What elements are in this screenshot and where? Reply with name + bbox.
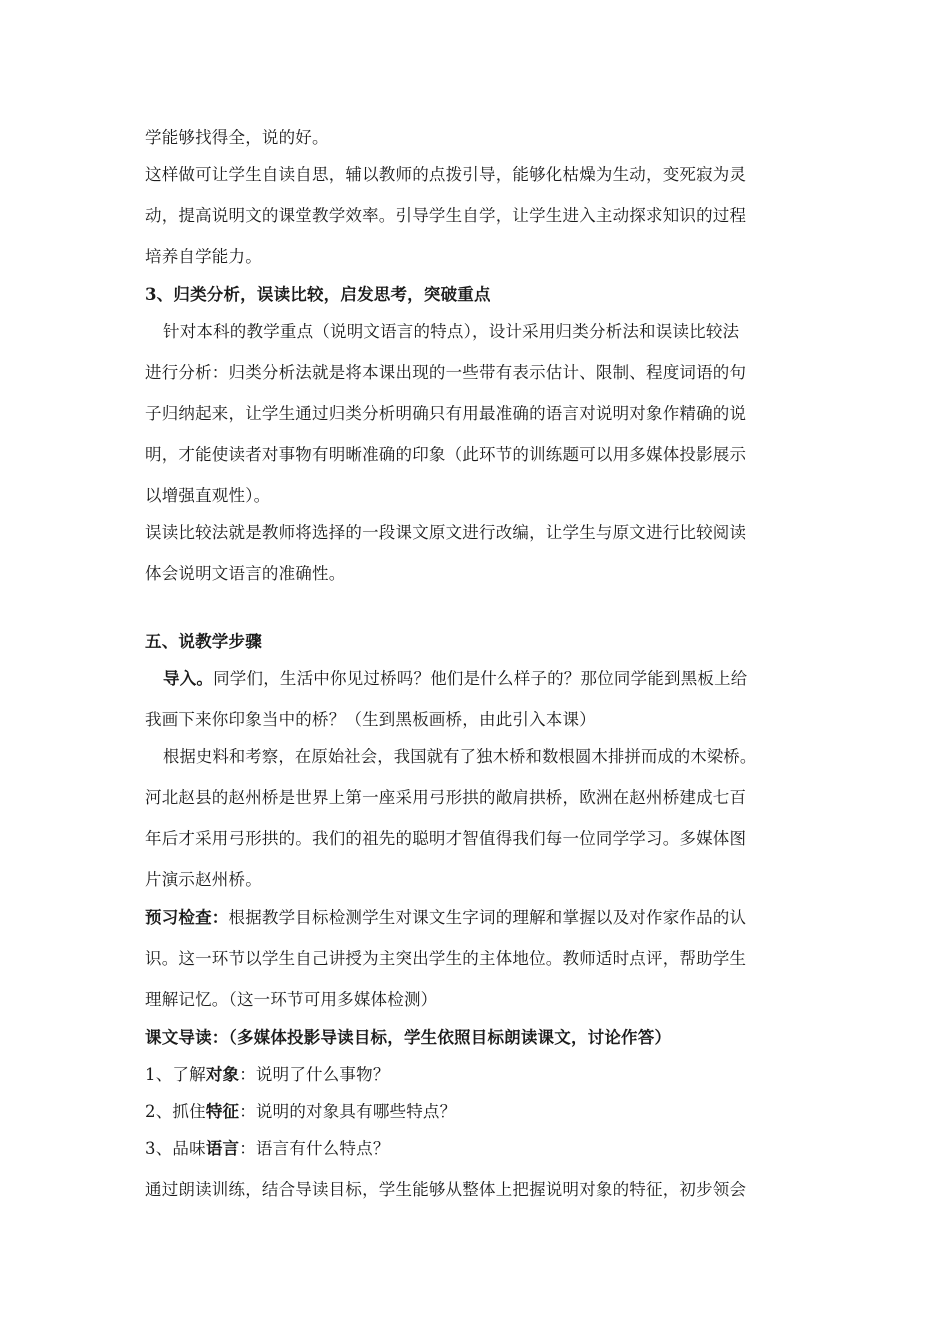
paragraph-line: 河北赵县的赵州桥是世界上第一座采用弓形拱的敞肩拱桥，欧洲在赵州桥建成七百 xyxy=(145,788,747,807)
paragraph-line: 理解记忆。（这一环节可用多媒体检测） xyxy=(145,990,438,1009)
paragraph-line: 动，提高说明文的课堂教学效率。引导学生自学，让学生进入主动探求知识的过程 xyxy=(145,206,747,225)
list-item: 1、了解对象：说明了什么事物？ xyxy=(145,1065,390,1084)
paragraph-line: 根据史料和考察，在原始社会，我国就有了独木桥和数根圆木排拼而成的木梁桥。 xyxy=(163,747,757,766)
paragraph-line: 这样做可让学生自读自思，辅以教师的点拨引导，能够化枯燥为生动，变死寂为灵 xyxy=(145,165,747,184)
section-heading: 课文导读：（多媒体投影导读目标，学生依照目标朗读课文，讨论作答） xyxy=(145,1028,672,1047)
section-heading: 3、归类分析，误读比较，启发思考，突破重点 xyxy=(145,285,491,304)
paragraph-line: 预习检查：根据教学目标检测学生对课文生字词的理解和掌握以及对作家作品的认 xyxy=(145,908,747,927)
section-heading: 五、说教学步骤 xyxy=(145,632,262,651)
paragraph-line: 子归纳起来，让学生通过归类分析明确只有用最准确的语言对说明对象作精确的说 xyxy=(145,404,747,423)
paragraph-line: 学能够找得全，说的好。 xyxy=(145,128,329,147)
list-item: 3、品味语言：语言有什么特点？ xyxy=(145,1139,390,1158)
paragraph-line: 我画下来你印象当中的桥？（生到黑板画桥，由此引入本课） xyxy=(145,710,596,729)
paragraph-line: 片演示赵州桥。 xyxy=(145,870,262,889)
paragraph-line: 识。这一环节以学生自己讲授为主突出学生的主体地位。教师适时点评，帮助学生 xyxy=(145,949,747,968)
paragraph-line: 误读比较法就是教师将选择的一段课文原文进行改编，让学生与原文进行比较阅读 xyxy=(145,523,747,542)
paragraph-line: 年后才采用弓形拱的。我们的祖先的聪明才智值得我们每一位同学学习。多媒体图 xyxy=(145,829,747,848)
paragraph-line: 针对本科的教学重点（说明文语言的特点），设计采用归类分析法和误读比较法 xyxy=(163,322,740,341)
list-item: 2、抓住特征：说明的对象具有哪些特点？ xyxy=(145,1102,457,1121)
paragraph-line: 明，才能使读者对事物有明晰准确的印象（此环节的训练题可以用多媒体投影展示 xyxy=(145,445,747,464)
paragraph-line: 导入。同学们，生活中你见过桥吗？他们是什么样子的？那位同学能到黑板上给 xyxy=(163,669,748,688)
paragraph-line: 通过朗读训练，结合导读目标，学生能够从整体上把握说明对象的特征，初步领会 xyxy=(145,1180,747,1199)
paragraph-line: 体会说明文语言的准确性。 xyxy=(145,564,346,583)
paragraph-line: 以增强直观性）。 xyxy=(145,486,271,505)
paragraph-line: 培养自学能力。 xyxy=(145,247,262,266)
paragraph-line: 进行分析：归类分析法就是将本课出现的一些带有表示估计、限制、程度词语的句 xyxy=(145,363,747,382)
